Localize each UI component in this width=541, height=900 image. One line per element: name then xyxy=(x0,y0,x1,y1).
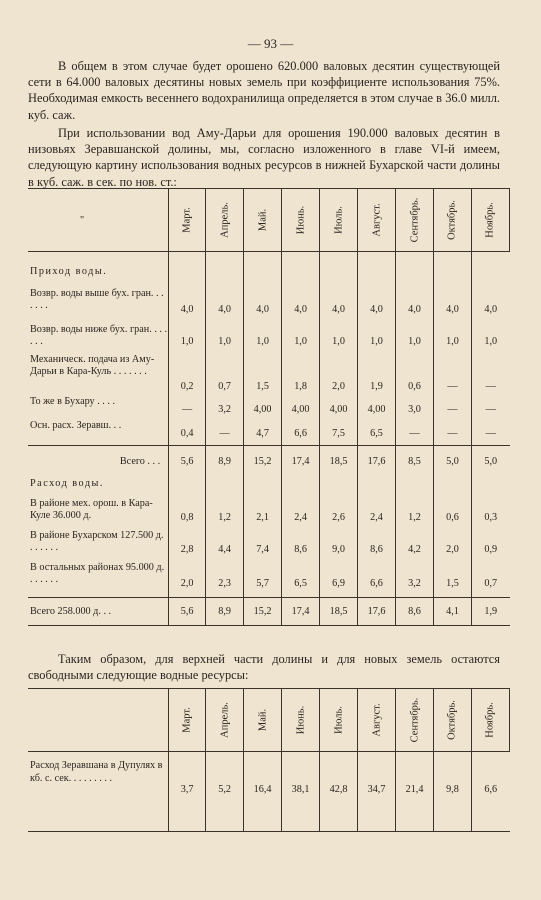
outflow-value: 2,6 xyxy=(320,498,358,530)
table1-month-header: Июль. xyxy=(320,189,358,252)
income-value: 1,0 xyxy=(244,324,282,354)
income-row-label: Осн. расх. Зеравш. . . xyxy=(30,419,122,431)
empty-cell xyxy=(320,266,358,288)
outflow-row-label: В районе Бухарском 127.500 д. . . . . . . xyxy=(30,529,164,553)
table1-month-header: Июнь. xyxy=(282,189,320,252)
income-value: 4,0 xyxy=(282,288,320,324)
income-value: 4,0 xyxy=(320,288,358,324)
outflow-value: 2,4 xyxy=(358,498,396,530)
spacer-cell xyxy=(282,252,320,266)
income-value: 3,0 xyxy=(396,396,434,420)
spacer-cell xyxy=(244,252,282,266)
outflow-value: 6,5 xyxy=(282,562,320,598)
outflow-row xyxy=(28,530,510,562)
table2-month-header: Июль. xyxy=(320,689,358,752)
outflow-value: 0,7 xyxy=(471,562,509,598)
income-total-value: 5,0 xyxy=(434,446,472,478)
spacer-cell xyxy=(471,252,509,266)
spacer-cell xyxy=(28,252,169,266)
income-value: 4,0 xyxy=(169,288,206,324)
income-value: 1,9 xyxy=(358,354,396,396)
outflow-section-title xyxy=(28,478,510,498)
outflow-row xyxy=(28,498,510,530)
empty-cell xyxy=(282,478,320,498)
income-value: 1,8 xyxy=(282,354,320,396)
outflow-total-value: 18,5 xyxy=(320,598,358,626)
outflow-total-value: 17,4 xyxy=(282,598,320,626)
spacer-cell xyxy=(206,252,244,266)
table1-month-header: Ноябрь. xyxy=(471,189,509,252)
outflow-value: 6,6 xyxy=(358,562,396,598)
outflow-value: 0,3 xyxy=(471,498,509,530)
outflow-value: 1,2 xyxy=(206,498,244,530)
table1-header-row xyxy=(28,189,510,252)
outflow-total-value: 5,6 xyxy=(169,598,206,626)
outflow-value: 1,5 xyxy=(434,562,472,598)
income-value: — xyxy=(471,420,509,446)
table2-value: 38,1 xyxy=(282,752,320,832)
outflow-row-label: В районе мех. орош. в Кара-Куле 36.000 д. xyxy=(30,497,153,521)
outflow-title: Расход воды. xyxy=(30,477,104,489)
empty-cell xyxy=(206,478,244,498)
table2-value: 5,2 xyxy=(206,752,244,832)
income-total-value: 18,5 xyxy=(320,446,358,478)
income-value: 4,0 xyxy=(396,288,434,324)
income-value: 1,0 xyxy=(206,324,244,354)
free-resources-table xyxy=(28,688,510,832)
spacer-cell xyxy=(358,252,396,266)
table2-value: 21,4 xyxy=(396,752,434,832)
income-value: 4,0 xyxy=(471,288,509,324)
income-value: — xyxy=(206,420,244,446)
outflow-row-label: В остальных районах 95.000 д. . . . . . . xyxy=(30,561,165,585)
empty-cell xyxy=(169,478,206,498)
income-total-value: 8,5 xyxy=(396,446,434,478)
table2-value: 3,7 xyxy=(169,752,206,832)
income-value: — xyxy=(434,396,472,420)
income-value: 1,0 xyxy=(358,324,396,354)
outflow-value: 7,4 xyxy=(244,530,282,562)
table1-month-header: Сентябрь. xyxy=(396,189,434,252)
income-value: 4,00 xyxy=(320,396,358,420)
table2-header-row xyxy=(28,689,510,752)
corner-mark: " xyxy=(80,215,85,226)
table2-month-header: Июнь. xyxy=(282,689,320,752)
income-total-value: 17,6 xyxy=(358,446,396,478)
table2-month-header: Октябрь. xyxy=(434,689,472,752)
table2-month-header: Март. xyxy=(169,689,206,752)
income-total-value: 17,4 xyxy=(282,446,320,478)
empty-cell xyxy=(282,266,320,288)
table2-value: 16,4 xyxy=(244,752,282,832)
income-row-label: То же в Бухару . . . . xyxy=(30,395,116,407)
table2-value: 6,6 xyxy=(471,752,509,832)
income-value: 6,6 xyxy=(282,420,320,446)
income-total-row xyxy=(28,446,510,478)
outflow-value: 6,9 xyxy=(320,562,358,598)
outflow-total-value: 15,2 xyxy=(244,598,282,626)
income-total-value: 15,2 xyxy=(244,446,282,478)
paragraph-1: В общем в этом случае будет орошено 620.000 валовых десятин существующей сети в 64.000 валовых десятины новых земель при коэффициенте использования 75%. Необходимая емкость весеннего водохранилища определяется в этом случае в 36.0 милл. куб. саж. xyxy=(28,59,500,122)
income-value: — xyxy=(169,396,206,420)
table1-month-header: Октябрь. xyxy=(434,189,472,252)
income-value: 2,0 xyxy=(320,354,358,396)
income-value: 1,0 xyxy=(396,324,434,354)
paragraph-3: Таким образом, для верхней части долины и для новых земель остаются свободными следующие водные ресурсы: xyxy=(28,652,500,683)
income-value: 0,6 xyxy=(396,354,434,396)
outflow-value: 1,2 xyxy=(396,498,434,530)
outflow-total-row xyxy=(28,598,510,626)
empty-cell xyxy=(169,266,206,288)
spacer-cell xyxy=(320,252,358,266)
income-value: — xyxy=(396,420,434,446)
income-total-value: 8,9 xyxy=(206,446,244,478)
table2-row xyxy=(28,752,510,832)
income-value: 4,0 xyxy=(358,288,396,324)
income-row xyxy=(28,354,510,396)
empty-cell xyxy=(244,478,282,498)
empty-cell xyxy=(320,478,358,498)
outflow-total-value: 8,6 xyxy=(396,598,434,626)
outflow-value: 5,7 xyxy=(244,562,282,598)
table1-corner xyxy=(28,189,169,252)
income-title: Приход воды. xyxy=(30,265,108,277)
income-value: — xyxy=(471,354,509,396)
income-row-label: Механическ. подача из Аму-Дарьи в Кара-Куль . . . . . . . xyxy=(30,353,155,377)
outflow-value: 4,2 xyxy=(396,530,434,562)
income-total-value: 5,0 xyxy=(471,446,509,478)
table2-month-header: Август. xyxy=(358,689,396,752)
table1-month-header: Май. xyxy=(244,189,282,252)
income-value: 4,0 xyxy=(206,288,244,324)
income-value: 0,4 xyxy=(169,420,206,446)
outflow-value: 0,8 xyxy=(169,498,206,530)
income-value: 1,0 xyxy=(320,324,358,354)
income-row-label: Возвр. воды выше бух. гран. . . . . . . xyxy=(30,287,164,311)
outflow-value: 2,0 xyxy=(169,562,206,598)
paragraph-2: При использовании вод Аму-Дарьи для орошения 190.000 валовых десятин в низовьях Зеравшанской долины, мы, согласно изложенного в главе VI-й имеем, следующую картину использования водных ресурсов в нижней Бухарской части долины в куб. саж. в сек. по нов. ст.: xyxy=(28,126,500,189)
table2-value: 9,8 xyxy=(434,752,472,832)
table1-month-header: Август. xyxy=(358,189,396,252)
empty-cell xyxy=(244,266,282,288)
empty-cell xyxy=(206,266,244,288)
empty-cell xyxy=(471,478,509,498)
outflow-value: 2,8 xyxy=(169,530,206,562)
outflow-value: 9,0 xyxy=(320,530,358,562)
outflow-row xyxy=(28,562,510,598)
empty-cell xyxy=(396,478,434,498)
outflow-value: 8,6 xyxy=(282,530,320,562)
table1-spacer xyxy=(28,252,510,266)
empty-cell xyxy=(434,478,472,498)
income-value: 6,5 xyxy=(358,420,396,446)
table2-month-header: Ноябрь. xyxy=(471,689,509,752)
income-value: 4,00 xyxy=(358,396,396,420)
income-value: — xyxy=(434,420,472,446)
income-value: 1,0 xyxy=(471,324,509,354)
spacer-cell xyxy=(434,252,472,266)
table2-value: 34,7 xyxy=(358,752,396,832)
income-value: 4,7 xyxy=(244,420,282,446)
table2-month-header: Апрель. xyxy=(206,689,244,752)
outflow-value: 2,4 xyxy=(282,498,320,530)
outflow-value: 8,6 xyxy=(358,530,396,562)
income-value: 4,0 xyxy=(244,288,282,324)
table2-corner xyxy=(28,689,169,752)
outflow-value: 2,3 xyxy=(206,562,244,598)
income-row xyxy=(28,396,510,420)
outflow-total-value: 17,6 xyxy=(358,598,396,626)
outflow-value: 3,2 xyxy=(396,562,434,598)
income-value: 4,00 xyxy=(244,396,282,420)
water-balance-table xyxy=(28,188,510,626)
outflow-value: 0,9 xyxy=(471,530,509,562)
outflow-total-label: Всего 258.000 д. . . xyxy=(28,598,169,626)
income-value: 1,5 xyxy=(244,354,282,396)
income-value: 4,00 xyxy=(282,396,320,420)
spacer-cell xyxy=(396,252,434,266)
empty-cell xyxy=(471,266,509,288)
outflow-value: 2,1 xyxy=(244,498,282,530)
outflow-value: 2,0 xyxy=(434,530,472,562)
income-value: 0,7 xyxy=(206,354,244,396)
income-row-label: Возвр. воды ниже бух. гран. . . . . . . xyxy=(30,323,168,347)
income-row xyxy=(28,324,510,354)
income-total-label: Всего . . . xyxy=(28,446,169,478)
income-value: 0,2 xyxy=(169,354,206,396)
outflow-total-value: 8,9 xyxy=(206,598,244,626)
income-value: 1,0 xyxy=(282,324,320,354)
empty-cell xyxy=(434,266,472,288)
income-value: 1,0 xyxy=(434,324,472,354)
income-value: 1,0 xyxy=(169,324,206,354)
income-row xyxy=(28,420,510,446)
outflow-total-value: 4,1 xyxy=(434,598,472,626)
income-row xyxy=(28,288,510,324)
income-value: 7,5 xyxy=(320,420,358,446)
outflow-value: 0,6 xyxy=(434,498,472,530)
income-section-title xyxy=(28,266,510,288)
empty-cell xyxy=(358,266,396,288)
outflow-total-value: 1,9 xyxy=(471,598,509,626)
table2-value: 42,8 xyxy=(320,752,358,832)
table2-month-header: Сентябрь. xyxy=(396,689,434,752)
table2-row-label: Расход Зеравшана в Дупулях в кб. с. сек. . . . . . . . . xyxy=(28,752,169,832)
income-value: — xyxy=(471,396,509,420)
spacer-cell xyxy=(169,252,206,266)
table1-month-header: Апрель. xyxy=(206,189,244,252)
table2-month-header: Май. xyxy=(244,689,282,752)
table1-month-header: Март. xyxy=(169,189,206,252)
page-number: — 93 — xyxy=(247,36,294,51)
outflow-value: 4,4 xyxy=(206,530,244,562)
income-value: 4,0 xyxy=(434,288,472,324)
empty-cell xyxy=(358,478,396,498)
income-value: — xyxy=(434,354,472,396)
empty-cell xyxy=(396,266,434,288)
income-total-value: 5,6 xyxy=(169,446,206,478)
income-value: 3,2 xyxy=(206,396,244,420)
